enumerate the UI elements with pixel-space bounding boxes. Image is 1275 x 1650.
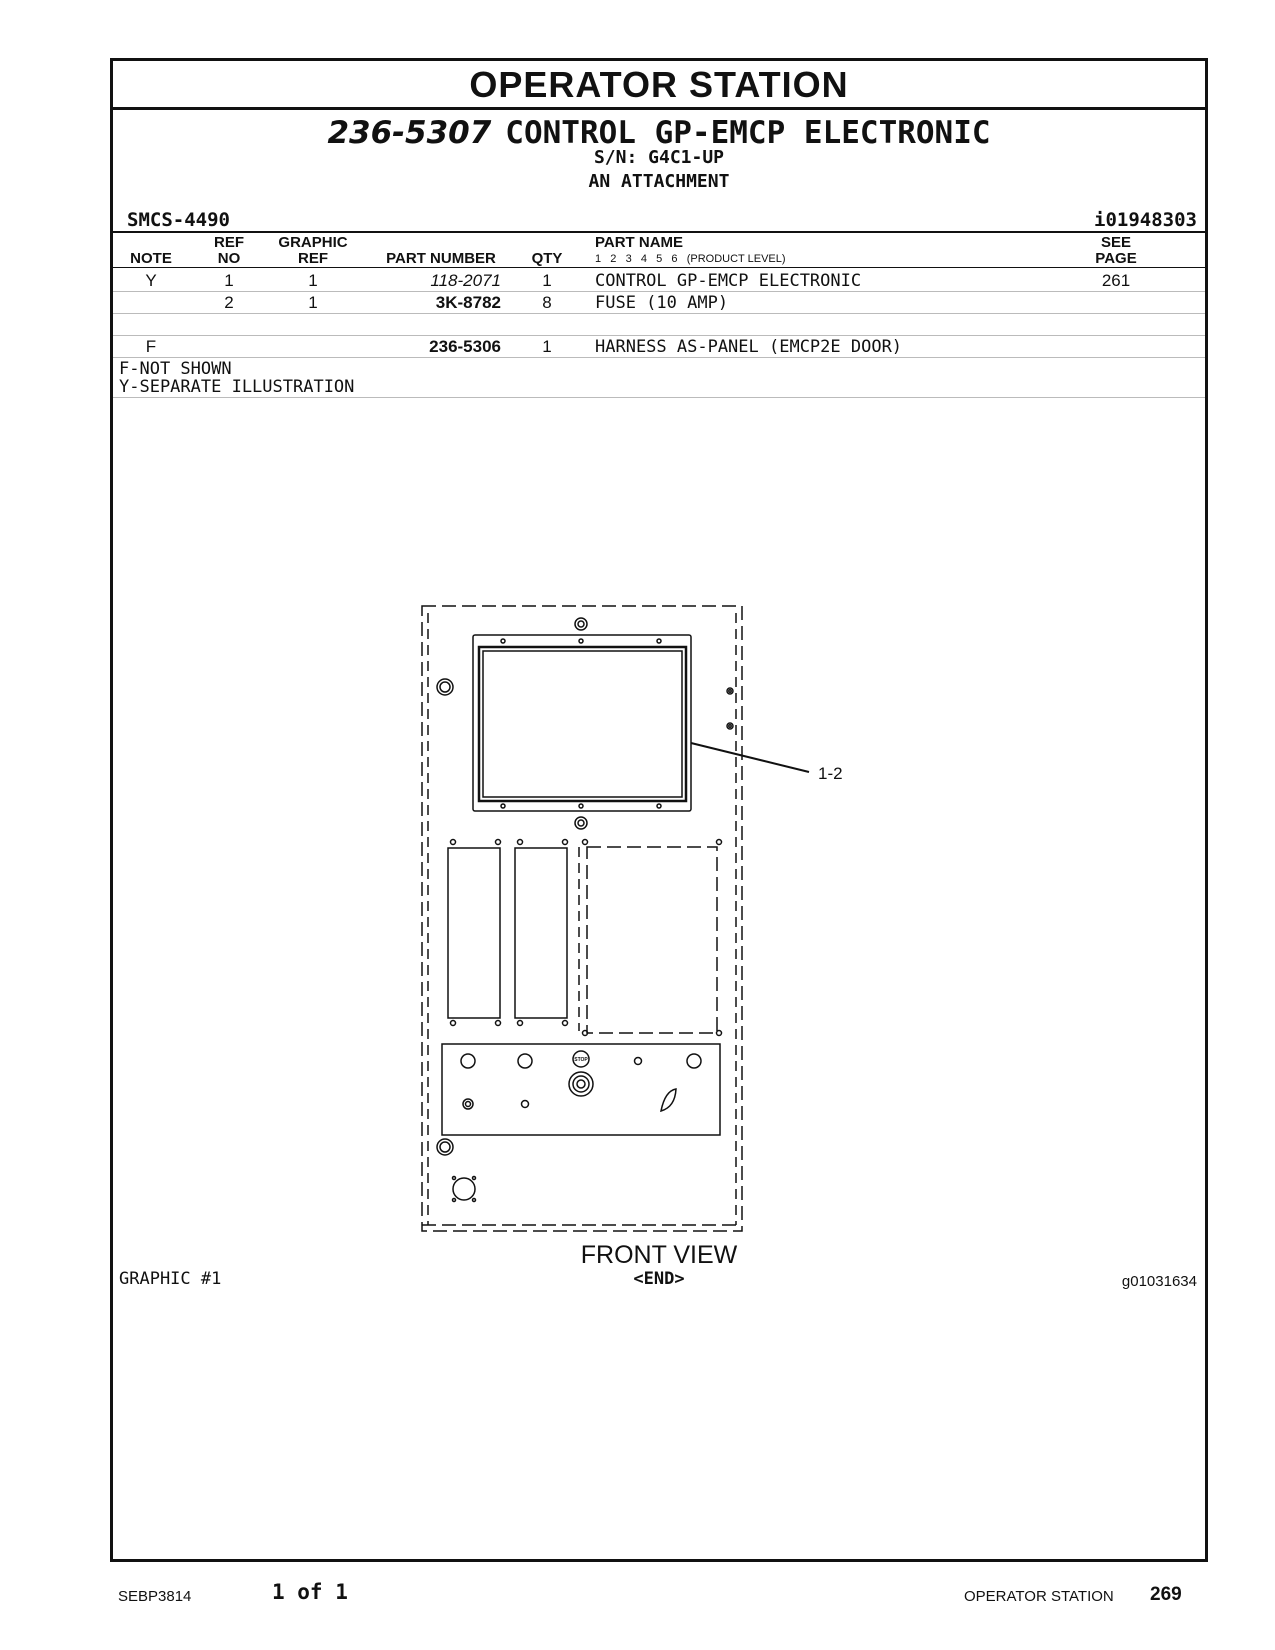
col-graphic-ref-line2: REF <box>298 250 328 267</box>
col-see-page-line1: SEE <box>1100 234 1131 251</box>
col-part-number: PART NUMBER <box>386 250 496 267</box>
module-slot-right <box>587 847 717 1033</box>
row-qty: 1 <box>542 271 552 290</box>
row-note: Y <box>145 271 157 290</box>
smcs-code: SMCS-4490 <box>127 209 230 231</box>
row-graphic-ref: 1 <box>308 271 318 290</box>
row-qty: 8 <box>542 293 552 312</box>
module-slot-center <box>515 848 567 1018</box>
serial-number: S/N: G4C1-UP <box>593 147 725 168</box>
display-screen <box>479 647 686 801</box>
row-part-name: HARNESS AS-PANEL (EMCP2E DOOR) <box>595 337 903 357</box>
callout-label: 1-2 <box>818 764 843 783</box>
connector-icon <box>453 1178 475 1200</box>
stop-label: STOP <box>574 1057 588 1063</box>
row-part-name: FUSE (10 AMP) <box>595 293 729 313</box>
view-label: FRONT VIEW <box>580 1241 738 1269</box>
row-see-page: 261 <box>1101 271 1131 290</box>
col-note: NOTE <box>130 250 172 267</box>
note-f: F-NOT SHOWN <box>119 359 232 379</box>
panel-outline <box>422 606 742 1231</box>
section-title: OPERATOR STATION <box>113 61 1205 110</box>
row-part-number: 236-5306 <box>429 337 501 356</box>
col-qty: QTY <box>531 250 563 267</box>
row-ref-no: 1 <box>224 271 234 290</box>
rotary-switch-icon <box>661 1089 676 1111</box>
note-y: Y-SEPARATE ILLUSTRATION <box>119 377 355 397</box>
col-product-level: 1 2 3 4 5 6 (PRODUCT LEVEL) <box>595 253 786 265</box>
row-note: F <box>145 337 157 356</box>
row-ref-no: 2 <box>224 293 234 312</box>
end-label: <END> <box>633 1269 685 1289</box>
attachment-label: AN ATTACHMENT <box>588 171 730 192</box>
display-bezel <box>473 635 691 811</box>
footer-page-number: 269 <box>1150 1584 1182 1605</box>
col-part-name: PART NAME <box>595 234 684 251</box>
col-graphic-ref-line1: GRAPHIC <box>278 234 348 251</box>
graphic-label: GRAPHIC #1 <box>119 1269 222 1289</box>
group-part-number: 236-5307 <box>327 115 492 151</box>
col-ref-no-line1: REF <box>214 234 244 251</box>
document-id: i01948303 <box>1094 209 1197 231</box>
callout-leader <box>691 743 809 772</box>
page-frame <box>110 58 1208 1562</box>
footer-section: OPERATOR STATION <box>964 1588 1114 1605</box>
graphic-id: g01031634 <box>1121 1273 1197 1290</box>
row-part-name: CONTROL GP-EMCP ELECTRONIC <box>595 271 862 291</box>
row-graphic-ref: 1 <box>308 293 318 312</box>
footer-doc: SEBP3814 <box>118 1588 192 1605</box>
group-part-name: CONTROL GP-EMCP ELECTRONIC <box>505 115 991 151</box>
row-part-number: 3K-8782 <box>435 293 501 312</box>
front-view-drawing <box>113 61 1205 1559</box>
row-qty: 1 <box>542 337 552 356</box>
module-slot-left <box>448 848 500 1018</box>
col-see-page-line2: PAGE <box>1095 250 1137 267</box>
row-part-number: 118-2071 <box>430 271 501 290</box>
footer-pages: 1 of 1 <box>272 1580 348 1604</box>
col-ref-no-line2: NO <box>217 250 241 267</box>
